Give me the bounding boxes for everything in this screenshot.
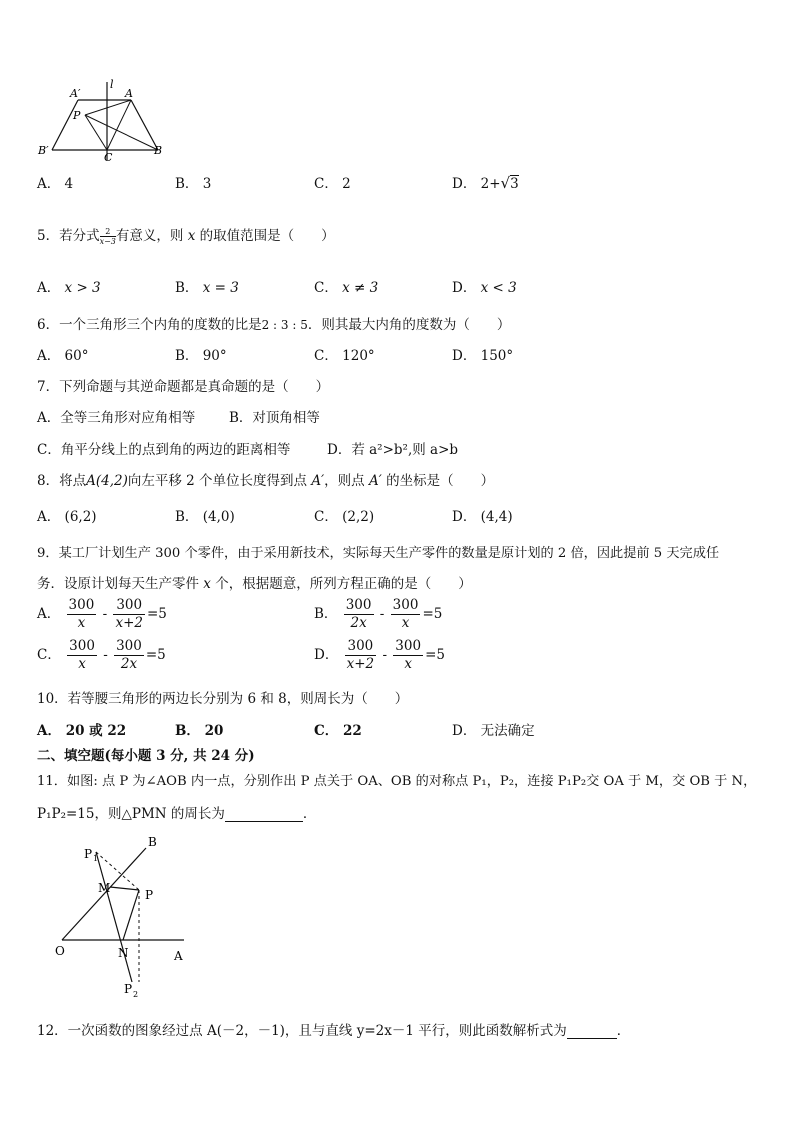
q4-option-c: C． 2: [314, 176, 351, 192]
sqrt-symbol: √: [500, 174, 511, 192]
label-p1-sub: 1: [93, 854, 99, 863]
label-a: A: [174, 949, 183, 963]
q9-option-d: D． $\frac{300}{x+2}$ - $\frac{300}{x}$ =5: [314, 638, 445, 672]
q9-stem-line1: 9．某工厂计划生产 300 个零件，由于采用新技术，实际每天生产零件的数量是原计划的 2 倍，因此提前 5 天完成任: [37, 546, 720, 561]
answer-blank: [225, 807, 303, 822]
q12-stem: 12．一次函数的图象经过点 A(－2，－1)，且与直线 y=2x－1 平行，则此函数解析式为 ．: [37, 1023, 631, 1039]
q9-option-c: C． $\frac{300}{x}$ - $\frac{300}{2x}$ =5: [37, 638, 166, 672]
label-p2: P: [124, 982, 133, 996]
q7-option-b: B．对顶角相等: [229, 410, 320, 426]
q7-stem: 7．下列命题与其逆命题都是真命题的是（ ）: [37, 379, 330, 395]
q10-stem: 10．若等腰三角形的两边长分别为 6 和 8，则周长为（ ）: [37, 691, 409, 707]
q5-option-d: D． x < 3: [452, 280, 517, 296]
label-p2-sub: 2: [133, 990, 139, 999]
q6-option-d: D． 150°: [452, 348, 514, 364]
q11-stem-line1: 11．如图: 点 P 为∠AOB 内一点，分别作出 P 点关于 OA、OB 的对称点 P₁，P₂，连接 P₁P₂交 OA 于 M，交 OB 于 N，: [37, 774, 757, 789]
q10-option-d: D． 无法确定: [452, 723, 535, 739]
q5-option-a: A． x > 3: [37, 280, 101, 296]
label-b: B: [154, 144, 163, 157]
label-p1: P: [84, 847, 93, 861]
q6-option-c: C． 120°: [314, 348, 375, 364]
q8-stem: 8．将点A(4,2)向左平移 2 个单位长度得到点 A′，则点 A′ 的坐标是（ ）: [37, 473, 495, 489]
q9-option-b: B． $\frac{300}{2x}$ - $\frac{300}{x}$ =5: [314, 597, 443, 631]
q6-option-b: B． 90°: [175, 348, 227, 364]
label-a: A: [125, 87, 133, 100]
label-b-prime: B′: [38, 144, 49, 157]
q10-option-b: B． 20: [175, 723, 224, 739]
label-p: P: [145, 888, 154, 902]
label-m: M: [98, 881, 111, 895]
q6-stem: 6．一个三角形三个内角的度数的比是2 : 3 : 5．则其最大内角的度数为（ ）: [37, 317, 511, 333]
label-n: N: [118, 946, 129, 960]
q8-option-b: B． (4,0): [175, 509, 235, 525]
label-o: O: [55, 944, 65, 958]
label-l: l: [110, 78, 114, 91]
q7-option-a: A．全等三角形对应角相等: [37, 410, 196, 426]
q8-option-a: A． (6,2): [37, 509, 97, 525]
q9-stem-line2: 务．设原计划每天生产零件 x 个，根据题意，所列方程正确的是（ ）: [37, 576, 472, 592]
section-title: 二、填空题(每小题 3 分, 共 24 分): [37, 748, 255, 764]
q10-option-a: A． 20 或 22: [37, 723, 127, 739]
answer-blank: [567, 1024, 617, 1039]
q5-option-c: C． x ≠ 3: [314, 280, 379, 296]
q10-option-c: C． 22: [314, 723, 362, 739]
q4-option-d: D． 2+√3: [452, 174, 519, 192]
label-b: B: [148, 835, 157, 849]
q8-option-d: D． (4,4): [452, 509, 513, 525]
q7-option-c: C．角平分线上的点到角的两边的距离相等: [37, 442, 291, 458]
q11-stem-line2: P₁P₂=15，则△PMN 的周长为 ．: [37, 806, 317, 822]
q9-option-a: A． $\frac{300}{x}$ - $\frac{300}{x+2}$ =5: [37, 597, 167, 631]
q8-option-c: C． (2,2): [314, 509, 375, 525]
q4-option-a: A． 4: [37, 176, 74, 192]
q7-option-d: D．若 a²>b²,则 a>b: [327, 442, 459, 458]
q5-option-b: B． x = 3: [175, 280, 239, 296]
label-p: P: [73, 109, 81, 122]
triangle-figure: [30, 78, 180, 164]
label-a-prime: A′: [70, 87, 81, 100]
angle-figure: [50, 830, 200, 1002]
q6-option-a: A． 60°: [37, 348, 89, 364]
label-c: C: [104, 151, 113, 164]
q4-option-b: B． 3: [175, 176, 212, 192]
q5-fraction: $\frac{2}{x-3}$: [99, 227, 116, 246]
q5-stem: 5．若分式 $\frac{2}{x-3}$ 有意义，则 x 的取值范围是（ ）: [37, 227, 335, 246]
